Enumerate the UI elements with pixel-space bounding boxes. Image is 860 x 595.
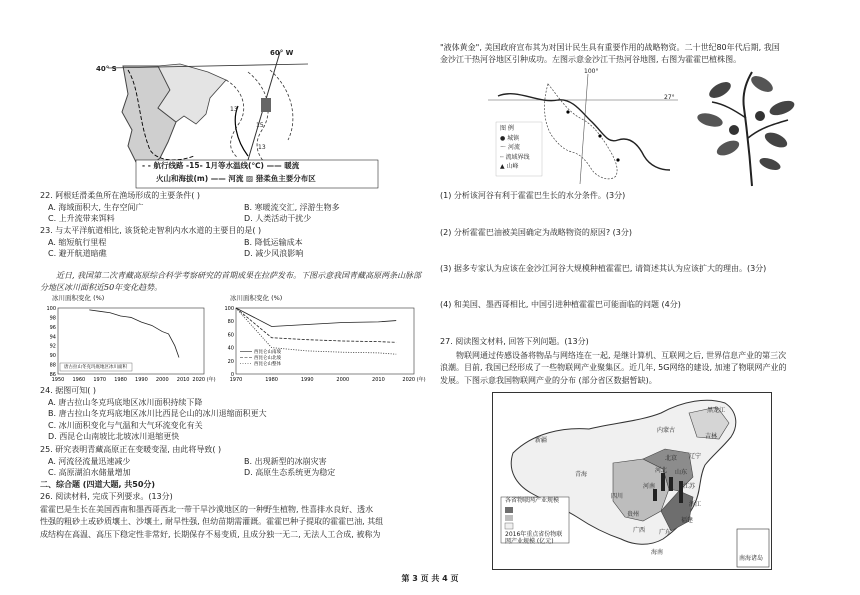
south-america-map xyxy=(98,50,378,188)
iso-label-2: 15 xyxy=(256,122,264,129)
y-tick-label: 88 xyxy=(49,362,56,369)
question-25 xyxy=(40,444,420,479)
passage-line: 金沙江干热河谷地区引种成功。左图示意金沙江干热河谷地图, 右图为霍霍巴植株图。 xyxy=(440,55,742,65)
series-line xyxy=(89,310,179,358)
x-tick-label: 1980 xyxy=(114,377,127,383)
chart-left-legend: 唐古拉山冬克玛底地区冰川面积 xyxy=(64,365,127,370)
map-label-shandong: 山东 xyxy=(675,469,688,476)
option-c[interactable]: C. 高原湖泊水储量增加 xyxy=(48,468,131,478)
x-tick-label: 2000 xyxy=(155,377,169,383)
map-lat-label: 40° S xyxy=(96,65,117,73)
map-label-jilin: 吉林 xyxy=(705,433,718,440)
section-two-heading: 二、综合题 (四道大题, 共50分) xyxy=(40,480,156,489)
x-tick-label: 1960 xyxy=(72,377,86,383)
passage-line: "液体黄金", 美国政府宣布其为对国计民生具有重要作用的战略物资。二十世纪80年代后期, 我国 xyxy=(440,43,780,52)
right-passage xyxy=(440,42,825,67)
passage-line: 发展。下图示意我国物联网产业的分布 (部分省区数据暂缺)。 xyxy=(440,375,657,385)
river-icon: ～ xyxy=(500,144,507,152)
y-tick-label: 96 xyxy=(49,324,56,331)
x-tick-label: 1970 xyxy=(93,377,107,383)
chart-left xyxy=(40,294,216,384)
q26-sub-1: (1) 分析该河谷有利于霍霍巴生长的水分条件。(3分) xyxy=(440,191,626,200)
chart-right-title: 冰川面积变化 (%) xyxy=(230,294,283,302)
y-tick-label: 100 xyxy=(46,306,56,312)
question-stem: 23. 与太平洋航道相比, 该货轮走智利内水水道的主要目的是( ) xyxy=(40,226,262,235)
map-label-sichuan: 四川 xyxy=(611,493,624,500)
option-b[interactable]: B. 寒暖流交汇, 浮游生物多 xyxy=(244,202,340,212)
y-tick-label: 98 xyxy=(49,315,56,322)
question-26-passage xyxy=(40,504,425,541)
map-label-qinghai: 青海 xyxy=(575,471,588,478)
option-d[interactable]: D. 高原生态系统更为稳定 xyxy=(244,468,336,478)
iso-label-3: 13 xyxy=(258,144,266,151)
question-27-heading: 27. 阅读图文材料, 回答下列问题。(13分) xyxy=(440,337,589,346)
option-c[interactable]: C. 上升流带来饵料 xyxy=(48,214,115,224)
question-stem: 24. 据图可知( ) xyxy=(40,386,97,395)
y-tick-label: 100 xyxy=(224,306,234,312)
option-a[interactable]: A. 唐古拉山冬克玛底地区冰川面积持续下降 xyxy=(48,397,203,407)
y-tick-label: 90 xyxy=(49,353,56,360)
map-label-guizhou: 贵州 xyxy=(627,511,640,518)
map-label-guangxi: 广西 xyxy=(633,527,646,534)
option-c[interactable]: C. 避开航道暗礁 xyxy=(48,249,107,259)
series-line xyxy=(236,308,396,354)
question-stem: 22. 阿根廷滑柔鱼所在渔场形成的主要条件( ) xyxy=(40,191,201,200)
y-tick-label: 94 xyxy=(49,334,56,341)
map-label-beijing: 北京 xyxy=(665,455,678,462)
map-legend-line2: 火山和海拔(m) —— 河流 ▨ 猎柔鱼主要分布区 xyxy=(156,174,316,183)
map-label-zhejiang: 浙江 xyxy=(689,501,702,508)
chart-left-title: 冰川面积变化 (%) xyxy=(52,294,105,302)
question-stem: 25. 研究表明青藏高原正在变暖变湿, 由此将导致( ) xyxy=(40,445,222,454)
map-label-guangdong: 广东 xyxy=(659,529,672,536)
y-tick-label: 80 xyxy=(227,319,234,326)
map-label-hainan: 海南 xyxy=(651,549,664,556)
legend-item: 河流 xyxy=(507,144,520,152)
question-27-passage xyxy=(440,350,825,387)
x-tick-label: 1990 xyxy=(300,377,314,383)
passage-line: 浪潮。目前, 我国已经形成了一些物联网产业聚集区。近几年, 5G网络的建设, 加速了物联网产业的 xyxy=(440,363,787,373)
china-map-legend-sub: 2016年重点省份物联网产业规模 (亿元) xyxy=(505,531,563,546)
option-b[interactable]: B. 唐古拉山冬克玛底地区冰川比西昆仑山的冰川退缩面积更大 xyxy=(48,409,267,419)
map-label-liaoning: 辽宁 xyxy=(689,453,702,460)
passage-line: 成结构在高温、高压下稳定性非常好, 长期保存不易变质, 且成分独一无二, 无法人工合成, 被称为 xyxy=(40,529,381,539)
chart-right-svg xyxy=(218,296,426,384)
x-tick-label: 2010 xyxy=(176,377,190,383)
x-tick-label: 2010 xyxy=(372,377,385,383)
option-c[interactable]: C. 冰川面积变化与气温和大气环流变化有关 xyxy=(48,420,203,430)
series-line xyxy=(236,308,396,326)
jojoba-plant-drawing xyxy=(690,68,810,188)
option-d[interactable]: D. 人类活动干扰少 xyxy=(244,214,312,224)
q26-sub-2: (2) 分析霍霍巴油被美国确定为战略物资的原因? (3分) xyxy=(440,228,632,237)
q26-sub-4: (4) 和美国、墨西哥相比, 中国引进种植霍霍巴可能面临的问题 (4分) xyxy=(440,300,681,309)
passage-line: 物联网通过传感设备将物品与网络连在一起, 是继计算机、互联网之后, 世界信息产业的第三次 xyxy=(456,351,787,360)
y-tick-label: 86 xyxy=(49,372,56,378)
y-tick-label: 60 xyxy=(227,332,234,339)
town-icon: ● xyxy=(500,134,506,142)
glacier-passage: 近日, 我国第二次青藏高原综合科学考察研究的首期成果在拉萨发布。下图示意我国青藏高原两条山脉部分地区冰川面积近50年变化趋势。 xyxy=(40,271,422,293)
china-map-legend-title: 各省物联网产业规模 xyxy=(505,497,560,504)
x-tick-label: 1950 xyxy=(51,377,65,383)
x-tick-label: 1990 xyxy=(135,377,148,383)
x-tick-label: 1980 xyxy=(265,377,278,383)
option-d[interactable]: D. 西昆仑山南坡比北坡冰川退缩更快 xyxy=(48,432,180,442)
x-tick-label: 2020 (年) xyxy=(402,377,426,383)
iso-label-1: 13 xyxy=(230,106,238,113)
boundary-icon: ┄ xyxy=(500,153,504,161)
legend-item: 城镇 xyxy=(507,134,520,142)
map-label-hebei: 河北 xyxy=(655,467,668,474)
y-tick-label: 40 xyxy=(227,345,234,352)
page-footer: 第 3 页 共 4 页 xyxy=(401,574,459,583)
map-label-neimenggu: 内蒙古 xyxy=(657,427,676,434)
legend-item: 流域界线 xyxy=(505,153,530,161)
map-label-henan: 河南 xyxy=(643,483,656,490)
map-label-xinjiang: 新疆 xyxy=(535,437,548,444)
y-tick-label: 20 xyxy=(227,358,234,365)
legend-item: 山峰 xyxy=(506,163,519,171)
legend-title: 图 例 xyxy=(500,125,514,132)
map-lon-100: 100° xyxy=(584,68,599,75)
map-lat-27: 27° xyxy=(664,94,675,101)
map-label-heilongjiang: 黑龙江 xyxy=(707,407,726,414)
chart-right xyxy=(218,294,426,384)
x-tick-label: 2020 (年) xyxy=(192,377,216,383)
option-d[interactable]: D. 减少风浪影响 xyxy=(244,249,304,259)
jinsha-river-map xyxy=(488,68,678,184)
question-26-heading: 26. 阅读材料, 完成下列要求。(13分) xyxy=(40,492,173,501)
question-24 xyxy=(40,385,420,443)
map-lon-label: 60° W xyxy=(270,49,294,57)
option-a[interactable]: A. 海域面积大, 生存空间广 xyxy=(48,202,144,212)
chart-left-svg xyxy=(40,296,216,384)
chart-right-legend-item: 西昆仑山整体 xyxy=(254,362,281,367)
series-line xyxy=(236,308,396,342)
y-tick-label: 0 xyxy=(230,372,234,378)
x-tick-label: 1970 xyxy=(229,377,243,383)
passage-line: 霍霍巴是生长在美国西南和墨西哥西北一带干旱沙漠地区的一种野生植物, 性喜排水良好、透水 xyxy=(40,505,374,514)
option-b[interactable]: B. 出现新型的冰崩灾害 xyxy=(244,456,327,466)
map-legend-line1: - - 航行线路 -15- 1月等水温线(℃) —— 暖流 xyxy=(142,161,300,170)
mountain-icon: ▲ xyxy=(500,163,505,171)
x-tick-label: 2000 xyxy=(336,377,350,383)
passage-line: 性强的粗砂土或砂质壤土、沙壤土, 耐旱性强, 但幼苗期需灌溉。霍霍巴种子提取的霍霍巴油, 其组 xyxy=(40,517,384,527)
question-23 xyxy=(40,225,420,260)
south-china-sea-inset: 南海诸岛 xyxy=(739,555,764,562)
chart-right-legend-item: 西昆仑山北坡 xyxy=(254,356,281,361)
map-label-jiangsu: 江苏 xyxy=(683,483,696,490)
question-22 xyxy=(40,190,420,225)
chart-right-legend-item: 西昆仑山南坡 xyxy=(254,350,281,355)
option-a[interactable]: A. 河流径流量迅速减少 xyxy=(48,456,131,466)
option-b[interactable]: B. 降低运输成本 xyxy=(244,237,303,247)
q26-sub-3: (3) 据多专家认为应该在金沙江河谷大规模种植霍霍巴, 请简述其认为应该扩大的理由。(3分) xyxy=(440,264,767,273)
map-label-fujian: 福建 xyxy=(681,517,694,524)
china-iot-map xyxy=(492,392,772,570)
jinsha-legend xyxy=(500,124,530,172)
y-tick-label: 92 xyxy=(49,343,56,350)
option-a[interactable]: A. 缩短航行里程 xyxy=(48,237,107,247)
